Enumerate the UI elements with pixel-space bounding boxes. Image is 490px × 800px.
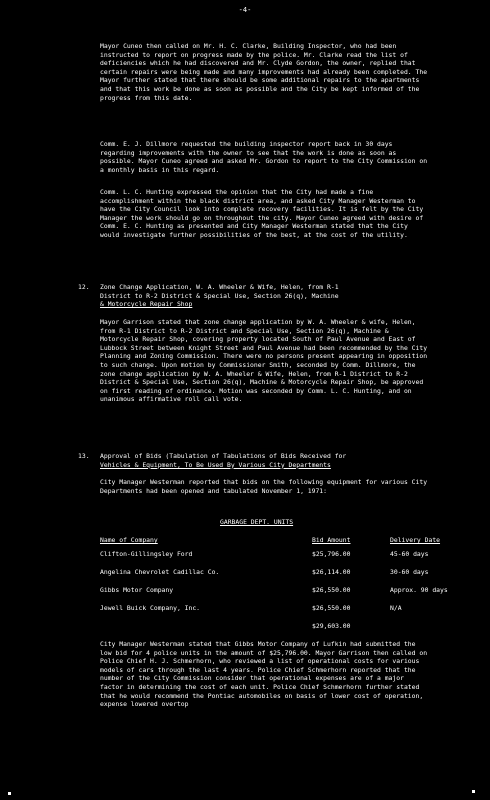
item-12-number: 12. [78,283,90,291]
cell-company: Jewell Buick Company, Inc. [100,604,201,612]
cell-amount: $25,796.00 [312,550,351,558]
bid-table [100,536,448,640]
table-row [100,568,448,586]
item-13-number: 13. [78,452,90,460]
cell-extra-amount: $29,603.00 [312,622,351,630]
closing-paragraph: City Manager Westerman stated that Gibbs Motor Company of Lufkin had submitted the low bid for 4 police units in the amount of $25,796.00. Mayor Garrison then called on Police Chief H. J. Schmerhorn, who reviewed a list of operational costs for various models of cars through the last 4 years. Police Chief Schmerhorn reported that the number of the City Commission consider that operational expenses are of a major factor in determining the cost of each unit. Police Chief Schmerhorn further stated that he would recommend the Pontiac automobiles on basis of lower cost of operation, expense lowered overtop [100,640,428,709]
cell-amount: $26,550.00 [312,604,351,612]
scan-speck [472,790,475,793]
cell-amount: $26,550.00 [312,586,351,594]
item-12-heading [100,283,430,309]
header-company: Name of Company [100,536,158,544]
table-row [100,550,448,568]
item-12-heading-line1: Zone Change Application, W. A. Wheeler & Wife, Helen, from R-1 [100,283,339,291]
cell-delivery: Approx. 90 days [390,586,448,594]
cell-delivery: 45-60 days [390,550,429,558]
table-row [100,604,448,622]
table-row [100,622,448,640]
cell-company: Gibbs Motor Company [100,586,174,594]
scan-speck [8,792,11,795]
item-12-heading-line3: & Motorcycle Repair Shop [100,300,193,309]
header-bid-amount: Bid Amount [312,536,351,544]
item-13-body: City Manager Westerman reported that bids on the following equipment for various City Departments had been opened and tabulated November 1, 1971: [100,478,428,495]
cell-delivery: 30-60 days [390,568,429,576]
item-12-body: Mayor Garrison stated that zone change application by W. A. Wheeler & wife, Helen, from R-1 District to R-2 District and Special Use, Section 26(q), Machine & Motorcycle Repair Shop, covering property located South of Paul Avenue and East of Lubbock Street between Knight Street and Paul Avenue had been recommended by the City Planning and Zoning Commission. There were no persons present appearing in opposition to such change. Upon motion by Commissioner Smith, seconded by Comm. Dillmore, the zone change application by W. A. Wheeler & Wife, Helen, from R-1 District to R-2 District & Special Use, Section 26(q), Machine & Motorcycle Repair Shop, be approved on first reading of ordinance. Motion was seconded by Comm. L. C. Hunting, and on unanimous affirmative roll call vote. [100,318,428,404]
cell-company: Clifton-Gillingsley Ford [100,550,193,558]
item-13-heading-line1: Approval of Bids (Tabulation of Tabulations of Bids Received for [100,452,347,460]
item-13-heading-line2: Vehicles & Equipment, To Be Used By Various City Departments [100,460,331,469]
paragraph-hunting-opinion: Comm. L. C. Hunting expressed the opinion that the City had made a fine accomplishment within the black district area, and asked City Manager Westerman to have the City Council look into complete recovery facilities. It is felt by the City Manager the work should go on throughout the city. Mayor Cuneo agreed with desire of Comm. E. C. Hunting as presented and City Manager Westerman stated that the City would investigate further possibilities of the best, at the cost of the utility. [100,188,424,239]
paragraph-dillmore-request: Comm. E. J. Dillmore requested the building inspector report back in 30 days regarding improvements with the owner to see that the work is done as soon as possible. Mayor Cuneo agreed and asked Mr. Gordon to report to the City Commission on a monthly basis in this regard. [100,140,428,174]
item-12-heading-line2: District to R-2 District & Special Use, Section 26(q), Machine [100,291,339,300]
cell-amount: $26,114.00 [312,568,351,576]
header-delivery: Delivery Date [390,536,441,544]
paragraph-inspector-report: Mayor Cuneo then called on Mr. H. C. Clarke, Building Inspector, who had been instructed to report on progress made by the police. Mr. Clarke read the list of deficiencies which he had discovered and Mr. Clyde Gordon, the owner, replied that certain repairs were being made and many improvements had already been completed. The Mayor further stated that there should be some additional repairs to the apartments and that this work be done as soon as possible and the City be kept informed of the progress from this date. [100,42,428,102]
bid-table-header [100,536,448,550]
page-number: -4- [238,6,252,14]
table-row [100,586,448,604]
schedule-title: GARBAGE DEPT. UNITS [220,518,294,526]
item-13-heading [100,452,430,469]
cell-delivery: N/A [390,604,402,612]
cell-company: Angelina Chevrolet Cadillac Co. [100,568,220,576]
